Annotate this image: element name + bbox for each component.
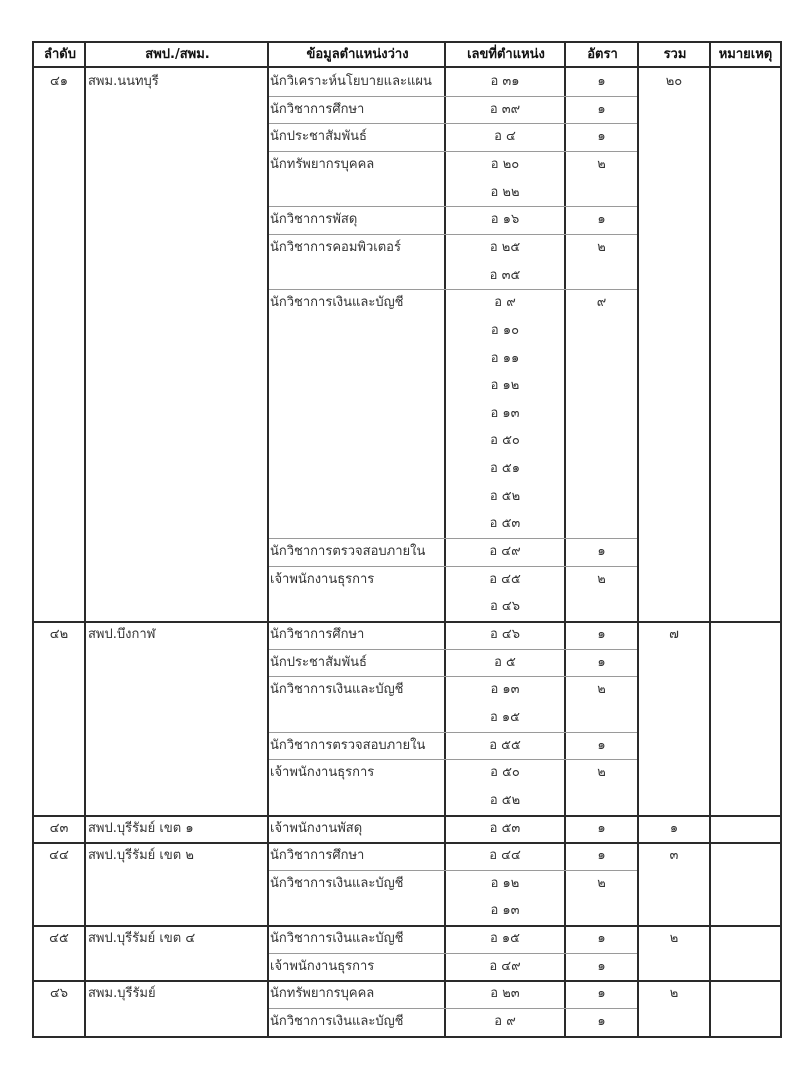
column-divider bbox=[267, 621, 269, 815]
item-position-no: อ ๕๕ bbox=[489, 737, 521, 753]
item-position-no: อ ๓๑ bbox=[490, 74, 520, 89]
item-title: เจ้าพนักงานธุรการ bbox=[270, 765, 375, 781]
row-office: สพม.บุรีรัมย์ bbox=[88, 986, 156, 1002]
item-rate: ๑ bbox=[597, 129, 606, 145]
column-divider bbox=[84, 925, 86, 980]
item-position-no: อ ๑๓ bbox=[490, 903, 520, 919]
item-position-no: อ ๔๕ bbox=[489, 571, 521, 587]
table-group bbox=[32, 842, 782, 927]
row-seq: ๔๕ bbox=[49, 931, 69, 947]
item-rate: ๑ bbox=[597, 1014, 606, 1030]
item-position-no: อ ๕๒ bbox=[489, 488, 521, 504]
column-divider bbox=[637, 68, 639, 621]
item-position-no: อ ๕๓ bbox=[489, 516, 521, 532]
row-total: ๒ bbox=[669, 986, 679, 1002]
item-position-no: อ ๕๑ bbox=[489, 461, 521, 477]
item-title: นักวิชาการเงินและบัญชี bbox=[270, 682, 404, 698]
column-divider bbox=[267, 815, 269, 843]
item-title: นักวิชาการคอมพิวเตอร์ bbox=[270, 239, 401, 255]
item-rate: ๑ bbox=[597, 212, 606, 228]
row-total: ๓ bbox=[669, 848, 679, 864]
column-divider bbox=[84, 621, 86, 815]
item-position-no: อ ๑๕ bbox=[489, 709, 521, 725]
item-rate: ๑ bbox=[597, 74, 606, 89]
table-group bbox=[32, 621, 782, 817]
item-title: เจ้าพนักงานธุรการ bbox=[270, 958, 375, 974]
item-position-no: อ ๕ bbox=[494, 654, 516, 670]
row-total: ๒ bbox=[669, 931, 679, 947]
column-divider bbox=[709, 621, 711, 815]
row-seq: ๔๔ bbox=[49, 848, 69, 864]
row-office: สพป.บุรีรัมย์ เขต ๑ bbox=[88, 820, 194, 836]
header-vacancy: ข้อมูลตำแหน่งว่าง bbox=[267, 43, 446, 66]
column-divider bbox=[84, 68, 86, 621]
item-title: นักวิชาการตรวจสอบภายใน bbox=[270, 544, 426, 560]
table-group bbox=[32, 980, 782, 1037]
item-position-no: อ ๔ bbox=[494, 129, 516, 145]
item-position-no: อ ๑๑ bbox=[490, 350, 520, 366]
row-office: สพป.บึงกาฬ bbox=[88, 627, 156, 642]
column-divider bbox=[84, 980, 86, 1035]
column-divider bbox=[709, 842, 711, 925]
header-office: สพป./สพม. bbox=[84, 43, 269, 66]
item-rate: ๒ bbox=[597, 239, 606, 255]
item-title: นักวิชาการเงินและบัญชี bbox=[270, 875, 404, 891]
row-total: ๗ bbox=[669, 627, 679, 642]
item-position-no: อ ๑๓ bbox=[490, 405, 520, 421]
item-position-no: อ ๕๐ bbox=[490, 765, 520, 781]
item-rate: ๑ bbox=[597, 931, 606, 947]
item-title: นักวิชาการตรวจสอบภายใน bbox=[270, 737, 426, 753]
item-rate: ๒ bbox=[597, 765, 606, 781]
column-divider bbox=[267, 842, 269, 925]
table-header bbox=[32, 41, 782, 68]
item-title: นักวิชาการศึกษา bbox=[270, 627, 365, 642]
item-position-no: อ ๑๕ bbox=[489, 931, 521, 947]
item-title: นักทรัพยากรบุคคล bbox=[270, 986, 375, 1002]
column-divider bbox=[637, 621, 639, 815]
item-title: นักวิชาการเงินและบัญชี bbox=[270, 295, 404, 311]
item-position-no: อ ๑๒ bbox=[490, 875, 520, 891]
item-title: นักวิเคราะห์นโยบายและแผน bbox=[270, 74, 432, 89]
row-seq: ๔๖ bbox=[49, 986, 69, 1002]
item-rate: ๑ bbox=[597, 958, 606, 974]
row-seq: ๔๑ bbox=[49, 74, 69, 89]
item-rate: ๙ bbox=[596, 295, 607, 311]
column-divider bbox=[709, 980, 711, 1035]
item-rate: ๑ bbox=[597, 654, 606, 670]
item-title: นักประชาสัมพันธ์ bbox=[270, 654, 367, 670]
item-position-no: อ ๓๕ bbox=[489, 267, 521, 283]
column-divider bbox=[709, 815, 711, 843]
item-position-no: อ ๑๓ bbox=[490, 682, 520, 698]
item-rate: ๑ bbox=[597, 848, 606, 864]
item-position-no: อ ๔๖ bbox=[489, 599, 521, 615]
item-title: นักทรัพยากรบุคคล bbox=[270, 156, 375, 172]
item-position-no: อ ๔๔ bbox=[489, 848, 521, 864]
item-position-no: อ ๒๒ bbox=[490, 184, 520, 200]
row-seq: ๔๒ bbox=[49, 627, 69, 642]
row-office: สพป.บุรีรัมย์ เขต ๒ bbox=[88, 848, 194, 864]
header-note: หมายเหตุ bbox=[709, 43, 780, 66]
table-group bbox=[32, 815, 782, 845]
item-position-no: อ ๓๙ bbox=[489, 101, 521, 117]
item-rate: ๒ bbox=[597, 875, 606, 891]
item-rate: ๑ bbox=[597, 820, 606, 836]
item-position-no: อ ๑๐ bbox=[490, 322, 520, 338]
item-position-no: อ ๒๕ bbox=[489, 239, 521, 255]
item-rate: ๑ bbox=[597, 627, 606, 642]
item-position-no: อ ๙ bbox=[494, 295, 516, 311]
table-group bbox=[32, 68, 782, 623]
item-position-no: อ ๕๓ bbox=[489, 820, 521, 836]
item-position-no: อ ๔๙ bbox=[489, 958, 521, 974]
item-position-no: อ ๔๙ bbox=[489, 544, 521, 560]
item-position-no: อ ๑๖ bbox=[490, 212, 520, 228]
item-title: เจ้าพนักงานธุรการ bbox=[270, 571, 375, 587]
row-office: สพป.บุรีรัมย์ เขต ๔ bbox=[88, 931, 196, 947]
item-title: นักวิชาการพัสดุ bbox=[270, 212, 358, 228]
column-divider bbox=[84, 842, 86, 925]
column-divider bbox=[709, 68, 711, 621]
item-position-no: อ ๕๐ bbox=[490, 433, 520, 449]
item-position-no: อ ๑๒ bbox=[490, 378, 520, 394]
item-position-no: อ ๔๖ bbox=[489, 627, 521, 642]
item-rate: ๑ bbox=[597, 737, 606, 753]
header-total: รวม bbox=[637, 43, 711, 66]
row-office: สพม.นนทบุรี bbox=[88, 74, 159, 89]
item-title: นักวิชาการศึกษา bbox=[270, 101, 365, 117]
item-title: นักประชาสัมพันธ์ bbox=[270, 129, 367, 145]
item-title: นักวิชาการเงินและบัญชี bbox=[270, 1014, 404, 1030]
item-rate: ๑ bbox=[597, 101, 606, 117]
header-position-no: เลขที่ตำแหน่ง bbox=[444, 43, 566, 66]
row-total: ๒๐ bbox=[665, 74, 683, 89]
item-rate: ๒ bbox=[597, 156, 606, 172]
item-rate: ๒ bbox=[597, 682, 606, 698]
item-position-no: อ ๒๐ bbox=[490, 156, 520, 172]
header-rate: อัตรา bbox=[564, 43, 639, 66]
row-total: ๑ bbox=[669, 820, 679, 836]
table-group bbox=[32, 925, 782, 982]
column-divider bbox=[84, 815, 86, 843]
item-position-no: อ ๕๒ bbox=[489, 792, 521, 808]
column-divider bbox=[709, 925, 711, 980]
row-seq: ๔๓ bbox=[49, 820, 69, 836]
item-position-no: อ ๒๓ bbox=[490, 986, 520, 1002]
item-title: นักวิชาการเงินและบัญชี bbox=[270, 931, 404, 947]
item-rate: ๑ bbox=[597, 544, 606, 560]
item-rate: ๒ bbox=[597, 571, 606, 587]
item-title: นักวิชาการศึกษา bbox=[270, 848, 365, 864]
item-rate: ๑ bbox=[597, 986, 606, 1002]
item-title: เจ้าพนักงานพัสดุ bbox=[270, 820, 363, 836]
item-position-no: อ ๙ bbox=[494, 1014, 516, 1030]
header-seq: ลำดับ bbox=[44, 47, 76, 62]
